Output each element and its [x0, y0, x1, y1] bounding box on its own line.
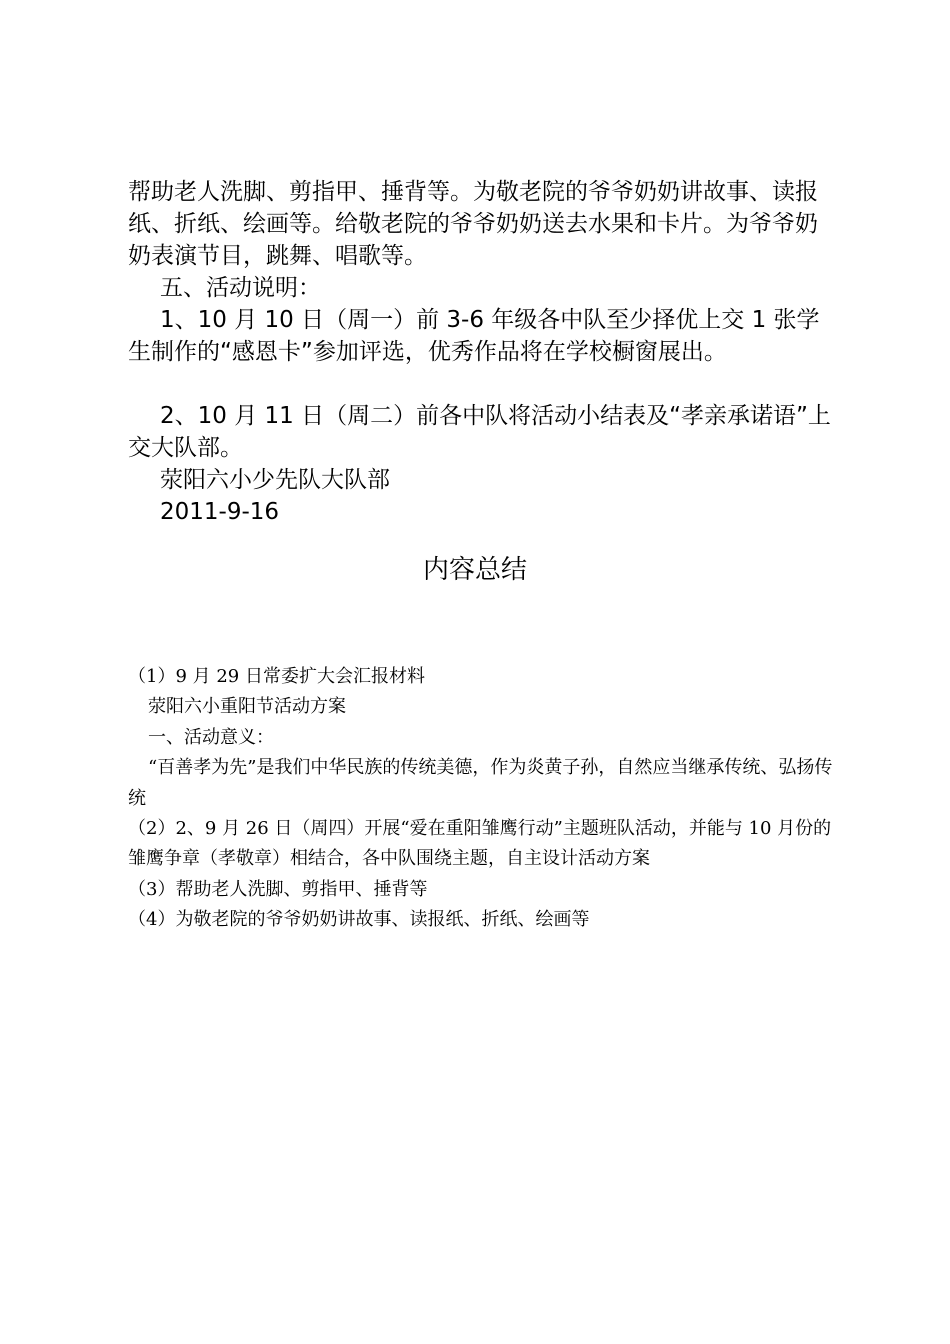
document-body	[128, 176, 838, 528]
summary-line-6: （3）帮助老人洗脚、剪指甲、捶背等	[128, 878, 428, 900]
summary-line-1: （1）9 月 29 日常委扩大会汇报材料	[128, 666, 425, 687]
summary-section	[128, 662, 838, 936]
signature-organization: 荥阳六小少先队大队部	[160, 467, 390, 493]
summary-line-3: 一、活动意义：	[148, 726, 274, 748]
summary-line-7: （4）为敬老院的爷爷奶奶讲故事、读报纸、折纸、绘画等	[128, 909, 590, 931]
summary-line-2: 荥阳六小重阳节活动方案	[148, 696, 346, 718]
signature-date: 2011-9-16	[160, 499, 280, 525]
section-heading-activity-notes: 五、活动说明：	[160, 275, 321, 301]
summary-line-5: （2）2、9 月 26 日（周四）开展“爱在重阳雏鹰行动”主题班队活动，并能与 10 月份的雏鹰争章（孝敬章）相结合，各中队围绕主题，自主设计活动方案	[128, 818, 832, 870]
summary-line-4: “百善孝为先”是我们中华民族的传统美德，作为炎黄子孙，自然应当继承传统、弘扬传统	[128, 757, 833, 809]
note-item-1: 1、10 月 10 日（周一）前 3-6 年级各中队至少择优上交 1 张学生制作的“感恩卡”参加评选，优秀作品将在学校橱窗展出。	[128, 307, 820, 365]
paragraph-gap	[128, 368, 838, 400]
summary-title: 内容总结	[422, 555, 527, 585]
note-item-2: 2、10 月 11 日（周二）前各中队将活动小结表及“孝亲承诺语”上交大队部。	[128, 403, 831, 461]
activity-content-paragraph: 帮助老人洗脚、剪指甲、捶背等。为敬老院的爷爷奶奶讲故事、读报纸、折纸、绘画等。给敬老院的爷爷奶奶送去水果和卡片。为爷爷奶奶表演节目，跳舞、唱歌等。	[128, 179, 818, 269]
